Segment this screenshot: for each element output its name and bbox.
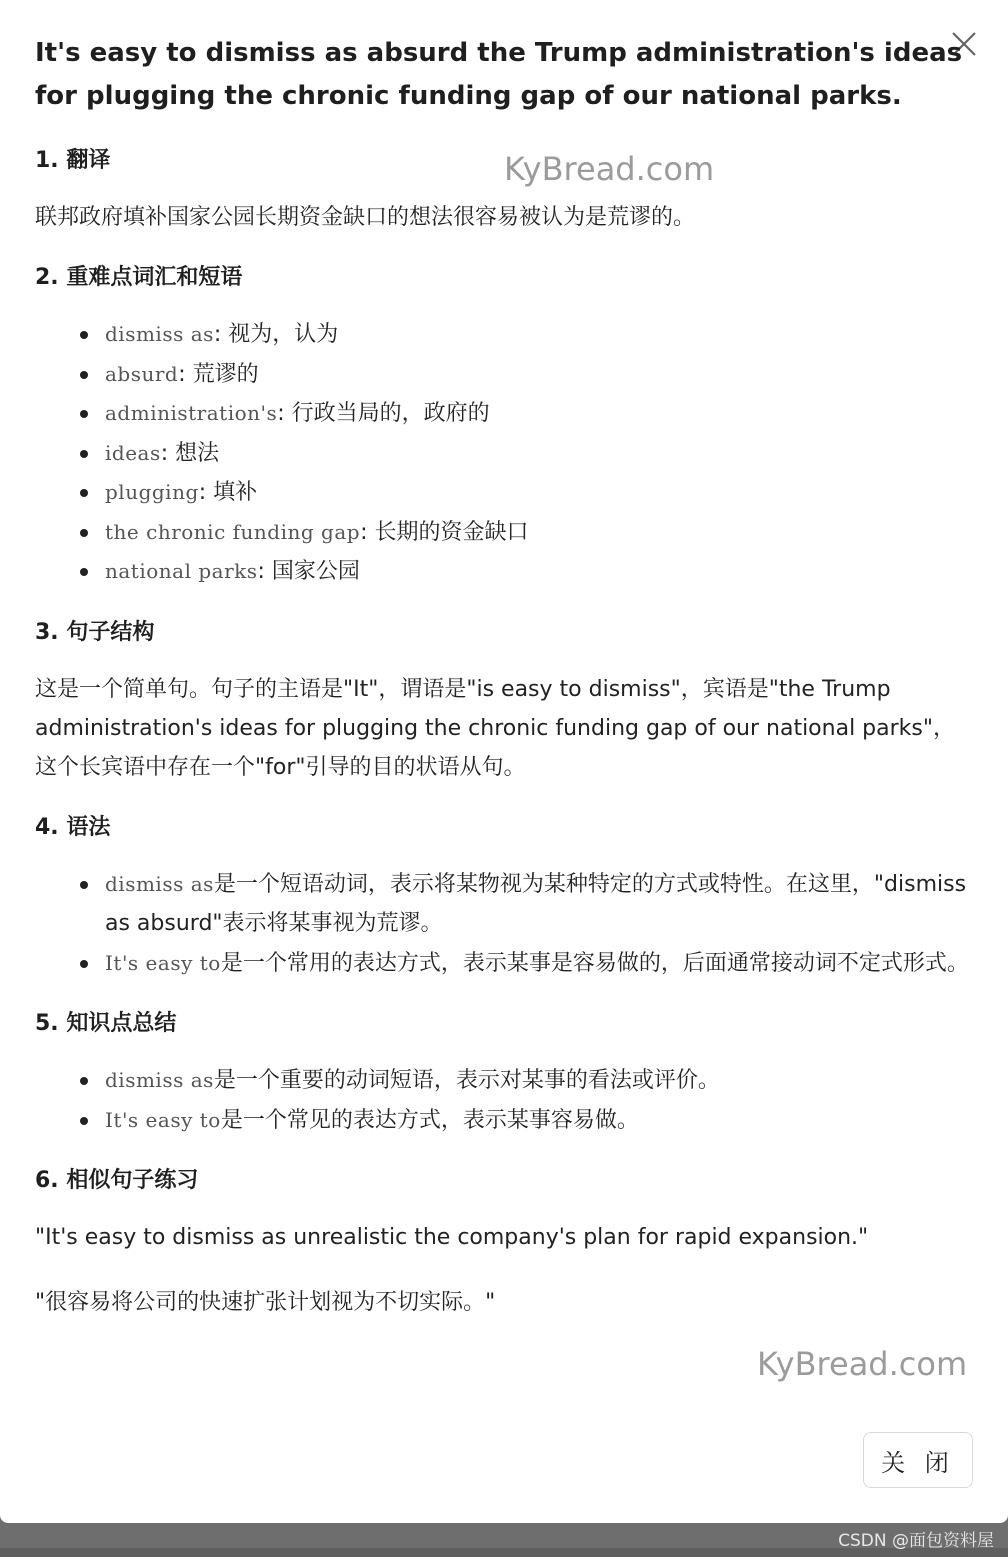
section-heading-translation: 1. 翻译 [35,148,111,173]
vocab-list [35,315,970,592]
list-item [105,552,970,592]
vocab-meaning: : 想法 [160,440,220,466]
vocab-meaning: : 填补 [198,480,258,505]
summary-text: 是一个重要的动词短语，表示对某事的看法或评价。 [213,1068,720,1093]
list-item [105,394,970,434]
vocab-term: the chronic funding gap [105,519,361,544]
vocab-meaning: : 荒谬的 [178,361,259,387]
credit-text: CSDN @面包资料屋 [838,1531,994,1551]
close-button[interactable]: 关 闭 [863,1432,973,1488]
list-item [105,355,970,395]
summary-list [35,1061,970,1140]
vocab-term: national parks [105,559,258,583]
vocab-meaning: : 视为，认为 [213,322,339,347]
section-heading-practice: 6. 相似句子练习 [35,1168,199,1193]
grammar-term: It's easy to [105,950,221,975]
practice-chinese: "很容易将公司的快速扩张计划视为不切实际。" [35,1290,496,1315]
list-item [105,315,970,355]
summary-term: It's easy to [105,1107,221,1132]
grammar-text: 是一个常用的表达方式，表示某事是容易做的，后面通常接动词不定式形式。 [220,950,969,976]
vocab-term: dismiss as [105,322,214,346]
watermark-bottom: KyBread.com [757,1345,968,1383]
vocab-term: ideas [105,440,161,465]
practice-english: "It's easy to dismiss as unrealistic the company's plan for rapid expansion." [35,1225,869,1250]
list-item [105,434,970,474]
translation-text: 联邦政府填补国家公园长期资金缺口的想法很容易被认为是荒谬的。 [35,205,696,230]
vocab-meaning: : 长期的资金缺口 [360,519,529,545]
list-item [105,473,970,513]
list-item [105,865,970,944]
list-item [105,944,970,984]
vocab-term: absurd [105,361,179,386]
grammar-list [35,865,970,984]
vocab-term: administration's [105,401,278,425]
watermark-top: KyBread.com [504,150,715,188]
list-item [105,513,970,553]
section-heading-structure: 3. 句子结构 [35,619,155,645]
summary-text: 是一个常见的表达方式，表示某事容易做。 [220,1107,639,1133]
dialog-title: It's easy to dismiss as absurd the Trump administration's ideas for plugging the chronic funding gap of our national parks. [35,38,963,111]
list-item [105,1101,970,1141]
structure-text: 这是一个简单句。句子的主语是"It"，谓语是"is easy to dismiss"，宾语是"the Trump administration's ideas for plugging the chronic funding gap of our national parks"，这个长宾语中存在一个"for"引导的目的状语从句。 [35,676,955,780]
vocab-meaning: : 国家公园 [257,559,360,584]
grammar-text: 是一个短语动词，表示将某物视为某种特定的方式或特性。在这里，"dismiss as absurd"表示将某事视为荒谬。 [105,871,967,936]
summary-term: dismiss as [105,1068,214,1092]
list-item [105,1061,970,1101]
section-heading-summary: 5. 知识点总结 [35,1011,177,1036]
section-heading-vocab: 2. 重难点词汇和短语 [35,265,243,290]
section-heading-grammar: 4. 语法 [35,814,111,840]
grammar-term: dismiss as [105,871,214,896]
vocab-meaning: : 行政当局的，政府的 [277,401,490,426]
vocab-term: plugging [105,480,199,504]
dialog-content [35,32,970,1348]
